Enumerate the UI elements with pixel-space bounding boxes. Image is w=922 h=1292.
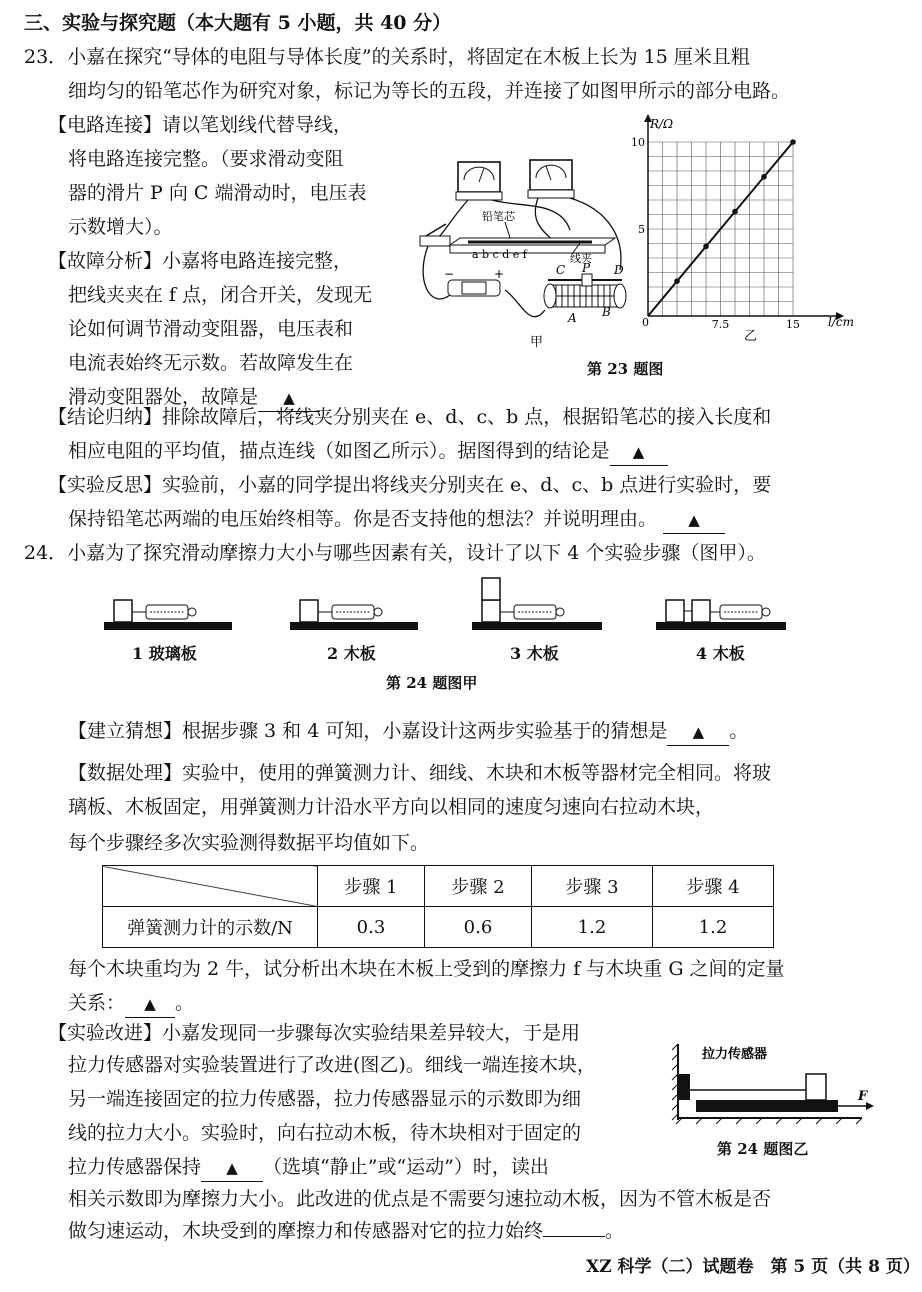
q24-stem-line-1: 24．小嘉为了探究滑动摩擦力大小与哪些因素有关，设计了以下 4 个实验步骤（图甲）。: [24, 542, 766, 564]
table-header-row: [103, 866, 774, 907]
q24-data-line-3: 每个步骤经多次实验测得数据平均值如下。: [68, 832, 430, 854]
q23-circuit-line-4: 示数增大）。: [68, 216, 173, 238]
q24-hypothesis-text: 【建立猜想】根据步骤 3 和 4 可知，小嘉设计这两步实验基于的猜想是: [68, 720, 668, 742]
ammeter-icon: [456, 162, 502, 200]
wood-board: [696, 1100, 838, 1112]
pencil-lead-label: 铅笔芯: [482, 210, 515, 223]
svg-text:−: −: [444, 267, 455, 281]
q23-fault-line-3: 论如何调节滑动变阻器，电压表和: [68, 318, 354, 340]
voltmeter-icon: [528, 160, 574, 198]
table-header-cell: 步骤 2: [425, 866, 532, 907]
step-4-label: 4 木板: [696, 644, 745, 663]
answer-triangle-icon: ▲: [688, 511, 700, 529]
force-sensor-icon: [678, 1074, 690, 1100]
rheostat-p-label: P: [582, 261, 591, 275]
x-tick-label: 15: [786, 318, 800, 331]
wood-block: [806, 1074, 826, 1100]
q24-data-line-1: 【数据处理】实验中，使用的弹簧测力计、细线、木块和木板等器材完全相同。将玻: [68, 762, 772, 784]
q24-relation-line-1: 每个木块重均为 2 牛，试分析出木块在木板上受到的摩擦力 f 与木块重 G 之间的定量: [68, 958, 785, 980]
pencil-points-label: a b c d e f: [472, 248, 527, 261]
svg-text:+: +: [494, 267, 505, 281]
rheostat-c-label: C: [556, 263, 566, 277]
answer-triangle-icon: ▲: [283, 389, 295, 407]
force-label: F: [858, 1089, 868, 1104]
data-point: [790, 139, 796, 145]
answer-triangle-icon: ▲: [692, 723, 705, 741]
q23-stem-line-1: 23．小嘉在探究“导体的电阻与导体长度”的关系时，将固定在木板上长为 15 厘米且粗: [24, 46, 750, 68]
data-point: [732, 209, 738, 215]
data-point: [703, 244, 709, 250]
data-point: [674, 278, 680, 284]
rheostat-a-label: A: [568, 311, 577, 325]
q23-circuit-line-1: 【电路连接】请以笔划线代替导线，: [48, 114, 353, 136]
rheostat-d-label: D: [614, 263, 624, 277]
q24-improve-line-4: 线的拉力大小。实验时，向右拉动木板，待木块相对于固定的: [68, 1122, 582, 1144]
q24-improve-text: 拉力传感器保持: [68, 1156, 202, 1178]
step-2-label: 2 木板: [327, 644, 376, 663]
section-title: 三、实验与探究题（本大题有 5 小题，共 40 分）: [24, 12, 452, 34]
origin-label: 0: [642, 316, 649, 329]
q24-relation-text: 关系：: [68, 992, 126, 1014]
answer-blank[interactable]: [201, 1154, 263, 1182]
table-cell: 1.2: [653, 907, 774, 948]
answer-triangle-icon: ▲: [226, 1159, 238, 1177]
q24-hypothesis-line: 【建立猜想】根据步骤 3 和 4 可知，小嘉设计这两步实验基于的猜想是 ▲ 。: [68, 718, 748, 746]
answer-blank[interactable]: [667, 718, 729, 746]
q23-reflection-text: 保持铅笔芯两端的电压始终相等。你是否支持他的想法？并说明理由。: [68, 508, 658, 530]
step-1-setup: [104, 600, 232, 630]
table-header-cell: 步骤 4: [653, 866, 774, 907]
battery-icon: [444, 267, 504, 296]
q24-sensor-diagram: [672, 1040, 882, 1130]
q23-resistance-graph: [631, 112, 870, 344]
q23-fault-text: 滑动变阻器处，故障是: [68, 386, 259, 408]
table-header-cell: 步骤 3: [532, 866, 653, 907]
x-tick-label: 7.5: [711, 318, 730, 331]
q24-improve-tail: （选填“静止”或“运动”）时，读出: [263, 1156, 549, 1178]
q24-data-table: [102, 865, 774, 948]
q23-reflection-line-1: 【实验反思】实验前，小嘉的同学提出将线夹分别夹在 e、d、c、b 点进行实验时，要: [48, 474, 772, 496]
step-4-setup: [656, 600, 786, 630]
data-point: [761, 174, 767, 180]
rheostat-b-label: B: [602, 305, 611, 319]
page-footer: XZ 科学（二）试题卷 第 5 页（共 8 页）: [586, 1257, 920, 1277]
step-3-setup: [472, 578, 602, 630]
table-row-label: 弹簧测力计的示数/N: [103, 907, 318, 948]
fig-yi-label: 乙: [744, 329, 758, 344]
q23-conclusion-text: 相应电阻的平均值，描点连线（如图乙所示）。据图得到的结论是: [68, 440, 610, 462]
q24-relation-line-2: 关系： ▲ 。: [68, 990, 194, 1018]
table-row: [103, 907, 774, 948]
sensor-label: 拉力传感器: [702, 1047, 768, 1062]
table-header-cell: 步骤 1: [318, 866, 425, 907]
table-cell: 1.2: [532, 907, 653, 948]
y-axis-label: R/Ω: [650, 117, 674, 131]
q24-fig-yi-caption: 第 24 题图乙: [717, 1140, 809, 1158]
table-cell: 0.6: [425, 907, 532, 948]
step-1-label: 1 玻璃板: [132, 644, 197, 663]
q24-improve-line-2: 拉力传感器对实验装置进行了改进(图乙)。细线一端连接木块，: [68, 1054, 596, 1076]
q24-data-line-2: 璃板、木板固定，用弹簧测力计沿水平方向以相同的速度匀速向右拉动木块，: [68, 796, 715, 818]
answer-blank[interactable]: [663, 506, 725, 534]
q24-fig-jia-caption: 第 24 题图甲: [386, 674, 478, 692]
q24-steps-diagram: [100, 574, 780, 638]
clip-label: 线夹: [570, 252, 592, 265]
q23-stem-line-2: 细均匀的铅笔芯作为研究对象，标记为等长的五段，并连接了如图甲所示的部分电路。: [68, 80, 791, 102]
answer-blank[interactable]: [543, 1236, 605, 1237]
table-cell: 0.3: [318, 907, 425, 948]
q23-figure-caption: 第 23 题图: [587, 360, 664, 378]
y-tick-label: 10: [631, 136, 645, 149]
q24-improve-line-6: 相关示数即为摩擦力大小。此改进的优点是不需要匀速拉动木板，因为不管木板是否: [68, 1188, 772, 1210]
q23-circuit-line-2: 将电路连接完整。（要求滑动变阻: [68, 148, 344, 170]
answer-triangle-icon: ▲: [144, 995, 156, 1013]
switch-icon: [420, 224, 450, 246]
fig-jia-label: 甲: [530, 335, 544, 350]
q24-improve-line-1: 【实验改进】小嘉发现同一步骤每次实验结果差异较大，于是用: [48, 1022, 581, 1044]
q24-improve-line-3: 另一端连接固定的拉力传感器，拉力传感器显示的示数即为细: [68, 1088, 582, 1110]
step-2-setup: [290, 600, 418, 630]
q23-fault-line-4: 电流表始终无示数。若故障发生在: [68, 352, 354, 374]
q23-conclusion-line-2: [68, 438, 668, 466]
q23-reflection-line-2: [68, 506, 725, 534]
step-3-label: 3 木板: [510, 644, 559, 663]
q23-fault-line-2: 把线夹夹在 f 点，闭合开关，发现无: [68, 284, 373, 306]
table-diagonal-cell: [103, 866, 318, 907]
q24-improve-text-7: 做匀速运动，木块受到的摩擦力和传感器对它的拉力始终: [68, 1220, 544, 1242]
x-axis-label: l/cm: [828, 315, 854, 329]
q23-circuit-line-3: 器的滑片 P 向 C 端滑动时，电压表: [68, 182, 367, 204]
rheostat-icon: [544, 274, 626, 308]
answer-triangle-icon: ▲: [632, 443, 645, 461]
q23-conclusion-line-1: 【结论归纳】排除故障后，将线夹分别夹在 e、d、c、b 点，根据铅笔芯的接入长度和: [48, 406, 772, 428]
q23-circuit-diagram: [410, 150, 640, 350]
q24-improve-line-5: [68, 1154, 549, 1182]
answer-blank[interactable]: [610, 438, 668, 466]
y-tick-label: 5: [638, 223, 645, 236]
q24-improve-line-7: 做匀速运动，木块受到的摩擦力和传感器对它的拉力始终 。: [68, 1220, 625, 1242]
answer-blank[interactable]: [125, 990, 175, 1018]
q23-fault-line-1: 【故障分析】小嘉将电路连接完整，: [48, 250, 353, 272]
